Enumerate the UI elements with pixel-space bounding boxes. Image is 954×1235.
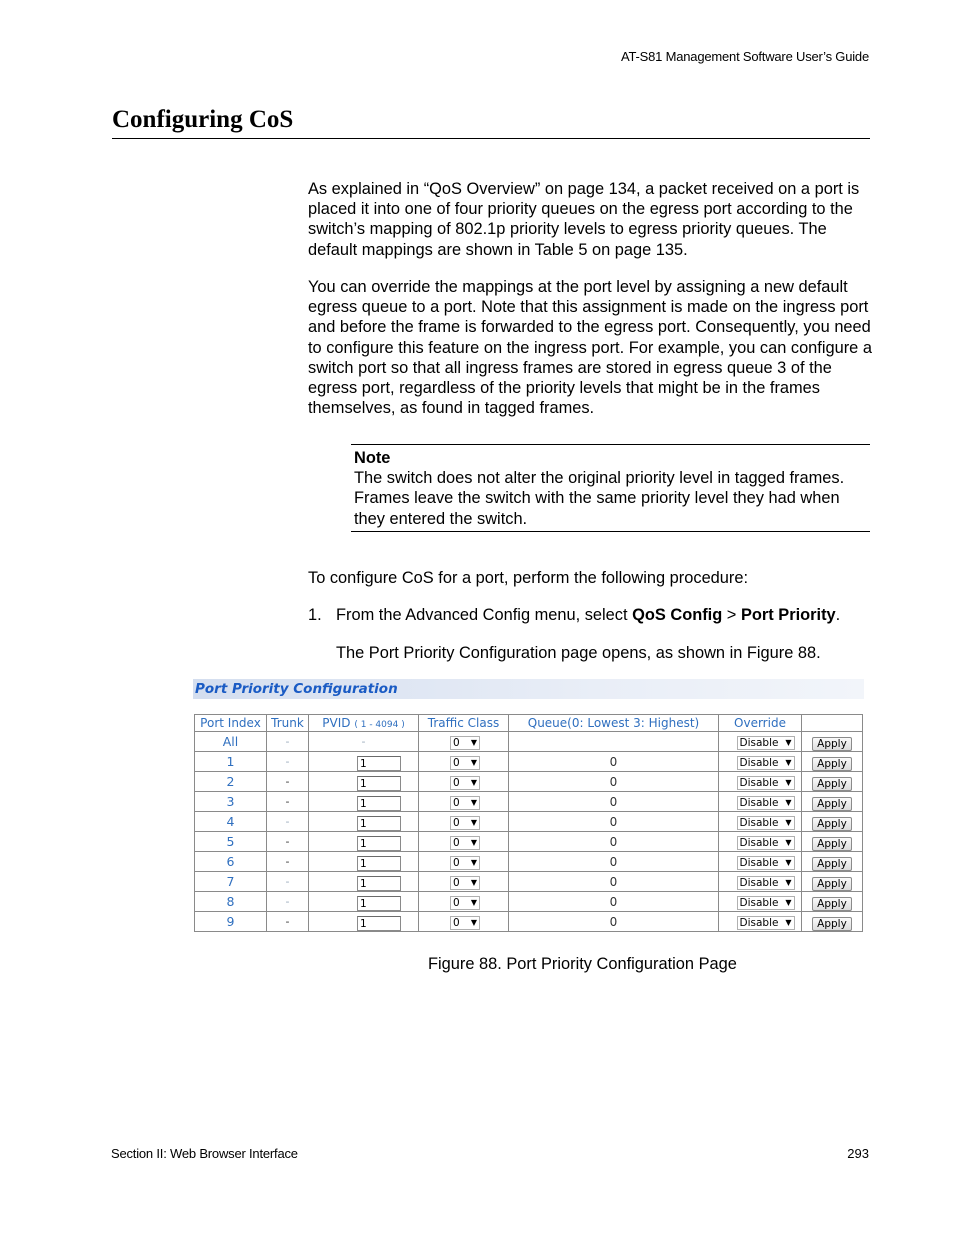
dropdown-arrow-icon: ▼ xyxy=(785,917,792,927)
dropdown-arrow-icon: ▼ xyxy=(785,857,792,867)
queue-value: 0 xyxy=(509,812,719,832)
table-header-row xyxy=(195,715,863,732)
apply-button[interactable]: Apply xyxy=(812,777,852,791)
procedure-step-1 xyxy=(308,605,874,625)
note-box xyxy=(351,444,870,532)
traffic-class-select[interactable] xyxy=(450,876,480,890)
override-value: Disable xyxy=(739,896,779,909)
intro-paragraph: As explained in “QoS Overview” on page 134, a packet received on a port is placed it into one of four priority queues on the egress port according to the switch’s mapping of 802.1p priority levels to egress priority queues. The default mappings are shown in Table 5 on page 135. xyxy=(308,180,860,259)
col-pvid-label: PVID xyxy=(322,716,351,730)
pvid-input[interactable]: 1 xyxy=(357,776,401,791)
pvid-input[interactable]: 1 xyxy=(357,916,401,931)
table-row xyxy=(195,832,863,852)
traffic-class-value: 0 xyxy=(453,756,460,769)
traffic-class-select[interactable] xyxy=(450,836,480,850)
dropdown-arrow-icon: ▼ xyxy=(470,797,477,807)
override-paragraph: You can override the mappings at the port level by assigning a new default egress queue to a port. Note that this assignment is made on the ingress port and before the frame is forwarded to the egress port. Consequently, you need to configure this feature on the ingress port. For example, you can configure a switch port so that all ingress frames are stored in egress queue 3 of the egress port, regardless of the priority levels that might be in the frames themselves, as found in tagged frames. xyxy=(308,278,872,418)
port-index: 8 xyxy=(195,892,267,912)
step-number: 1. xyxy=(308,606,322,624)
override-select[interactable] xyxy=(737,816,795,830)
table-row xyxy=(195,792,863,812)
traffic-class-select[interactable] xyxy=(450,896,480,910)
pvid-input[interactable]: 1 xyxy=(357,756,401,771)
override-value: Disable xyxy=(739,856,779,869)
apply-button[interactable]: Apply xyxy=(812,917,852,931)
queue-value: 0 xyxy=(509,792,719,812)
dropdown-arrow-icon: ▼ xyxy=(785,757,792,767)
col-traffic-class: Traffic Class xyxy=(419,715,509,732)
figure-page-title: Port Priority Configuration xyxy=(193,679,864,699)
dropdown-arrow-icon: ▼ xyxy=(785,777,792,787)
traffic-class-select[interactable] xyxy=(450,816,480,830)
col-port-index: Port Index xyxy=(195,715,267,732)
traffic-class-value: 0 xyxy=(453,876,460,889)
figure-caption: Figure 88. Port Priority Configuration Page xyxy=(428,955,737,973)
dropdown-arrow-icon: ▼ xyxy=(470,777,477,787)
traffic-class-value: 0 xyxy=(453,856,460,869)
override-select[interactable] xyxy=(737,856,795,870)
table-row xyxy=(195,852,863,872)
trunk-value: - xyxy=(267,832,309,852)
dropdown-arrow-icon: ▼ xyxy=(785,817,792,827)
apply-button[interactable]: Apply xyxy=(812,817,852,831)
override-select[interactable] xyxy=(737,756,795,770)
table-row xyxy=(195,912,863,932)
dropdown-arrow-icon: ▼ xyxy=(470,737,477,747)
override-value: Disable xyxy=(739,736,779,749)
traffic-class-select[interactable] xyxy=(450,916,480,930)
section-title: Configuring CoS xyxy=(112,106,870,139)
pvid-input[interactable]: 1 xyxy=(357,836,401,851)
traffic-class-select[interactable] xyxy=(450,796,480,810)
pvid-input[interactable]: 1 xyxy=(357,856,401,871)
menu-separator: > xyxy=(722,606,741,624)
queue-value: 0 xyxy=(509,852,719,872)
pvid-input[interactable]: 1 xyxy=(357,796,401,811)
pvid-value: - xyxy=(309,732,419,752)
table-row xyxy=(195,812,863,832)
col-pvid xyxy=(309,715,419,732)
footer-section: Section II: Web Browser Interface xyxy=(111,1146,298,1161)
queue-value: 0 xyxy=(509,892,719,912)
dropdown-arrow-icon: ▼ xyxy=(785,797,792,807)
port-index-all: All xyxy=(195,732,267,752)
traffic-class-value: 0 xyxy=(453,776,460,789)
traffic-class-select[interactable] xyxy=(450,756,480,770)
trunk-value: - xyxy=(267,892,309,912)
menu-port-priority: Port Priority xyxy=(740,606,836,624)
port-index: 9 xyxy=(195,912,267,932)
apply-button[interactable]: Apply xyxy=(812,737,852,751)
traffic-class-value: 0 xyxy=(453,736,460,749)
apply-button[interactable]: Apply xyxy=(812,757,852,771)
page-opens-paragraph: The Port Priority Configuration page opens, as shown in Figure 88. xyxy=(336,644,821,662)
dropdown-arrow-icon: ▼ xyxy=(785,897,792,907)
col-override: Override xyxy=(719,715,802,732)
port-index: 5 xyxy=(195,832,267,852)
trunk-value: - xyxy=(267,732,309,752)
dropdown-arrow-icon: ▼ xyxy=(470,837,477,847)
dropdown-arrow-icon: ▼ xyxy=(785,737,792,747)
running-header: AT-S81 Management Software User’s Guide xyxy=(621,49,869,64)
apply-button[interactable]: Apply xyxy=(812,857,852,871)
traffic-class-value: 0 xyxy=(453,816,460,829)
traffic-class-select[interactable] xyxy=(450,856,480,870)
dropdown-arrow-icon: ▼ xyxy=(785,877,792,887)
queue-value: 0 xyxy=(509,872,719,892)
override-value: Disable xyxy=(739,836,779,849)
override-select[interactable] xyxy=(737,916,795,930)
col-pvid-range: ( 1 - 4094 ) xyxy=(354,720,405,730)
port-index: 4 xyxy=(195,812,267,832)
dropdown-arrow-icon: ▼ xyxy=(470,877,477,887)
col-apply xyxy=(802,715,863,732)
override-select[interactable] xyxy=(737,896,795,910)
pvid-input[interactable]: 1 xyxy=(357,816,401,831)
port-index: 6 xyxy=(195,852,267,872)
step-suffix: . xyxy=(835,606,841,624)
port-index: 1 xyxy=(195,752,267,772)
note-title: Note xyxy=(354,449,391,467)
table-row xyxy=(195,772,863,792)
traffic-class-select[interactable] xyxy=(450,776,480,790)
traffic-class-select[interactable] xyxy=(450,736,480,750)
traffic-class-value: 0 xyxy=(453,916,460,929)
override-select[interactable] xyxy=(737,736,795,750)
trunk-value: - xyxy=(267,872,309,892)
dropdown-arrow-icon: ▼ xyxy=(470,757,477,767)
override-value: Disable xyxy=(739,816,779,829)
queue-value: 0 xyxy=(509,912,719,932)
table-row-all xyxy=(195,732,863,752)
trunk-value: - xyxy=(267,912,309,932)
dropdown-arrow-icon: ▼ xyxy=(470,897,477,907)
port-priority-screenshot xyxy=(193,679,864,937)
port-index: 2 xyxy=(195,772,267,792)
override-select[interactable] xyxy=(737,796,795,810)
step-prefix: From the Advanced Config menu, select xyxy=(336,606,633,624)
table-row xyxy=(195,892,863,912)
page-number: 293 xyxy=(847,1146,869,1161)
dropdown-arrow-icon: ▼ xyxy=(470,857,477,867)
trunk-value: - xyxy=(267,812,309,832)
table-row xyxy=(195,872,863,892)
apply-button[interactable]: Apply xyxy=(812,837,852,851)
col-trunk: Trunk xyxy=(267,715,309,732)
apply-button[interactable]: Apply xyxy=(812,797,852,811)
override-value: Disable xyxy=(739,916,779,929)
note-text: The switch does not alter the original priority level in tagged frames. Frames leave the switch with the same priority level they had when they entered the switch. xyxy=(354,469,845,528)
traffic-class-value: 0 xyxy=(453,896,460,909)
port-index: 7 xyxy=(195,872,267,892)
apply-button[interactable]: Apply xyxy=(812,877,852,891)
trunk-value: - xyxy=(267,752,309,772)
trunk-value: - xyxy=(267,772,309,792)
dropdown-arrow-icon: ▼ xyxy=(470,817,477,827)
traffic-class-value: 0 xyxy=(453,836,460,849)
override-select[interactable] xyxy=(737,776,795,790)
pvid-input[interactable]: 1 xyxy=(357,896,401,911)
trunk-value: - xyxy=(267,852,309,872)
queue-value: 0 xyxy=(509,752,719,772)
override-select[interactable] xyxy=(737,836,795,850)
override-value: Disable xyxy=(739,776,779,789)
apply-button[interactable]: Apply xyxy=(812,897,852,911)
override-value: Disable xyxy=(739,756,779,769)
override-value: Disable xyxy=(739,796,779,809)
dropdown-arrow-icon: ▼ xyxy=(470,917,477,927)
pvid-input[interactable]: 1 xyxy=(357,876,401,891)
port-priority-table xyxy=(194,714,863,932)
port-index: 3 xyxy=(195,792,267,812)
col-queue: Queue(0: Lowest 3: Highest) xyxy=(509,715,719,732)
procedure-intro: To configure CoS for a port, perform the following procedure: xyxy=(308,569,749,587)
menu-qos-config: QoS Config xyxy=(632,606,723,624)
table-row xyxy=(195,752,863,772)
override-value: Disable xyxy=(739,876,779,889)
queue-value: 0 xyxy=(509,832,719,852)
queue-value: 0 xyxy=(509,772,719,792)
trunk-value: - xyxy=(267,792,309,812)
override-select[interactable] xyxy=(737,876,795,890)
dropdown-arrow-icon: ▼ xyxy=(785,837,792,847)
traffic-class-value: 0 xyxy=(453,796,460,809)
